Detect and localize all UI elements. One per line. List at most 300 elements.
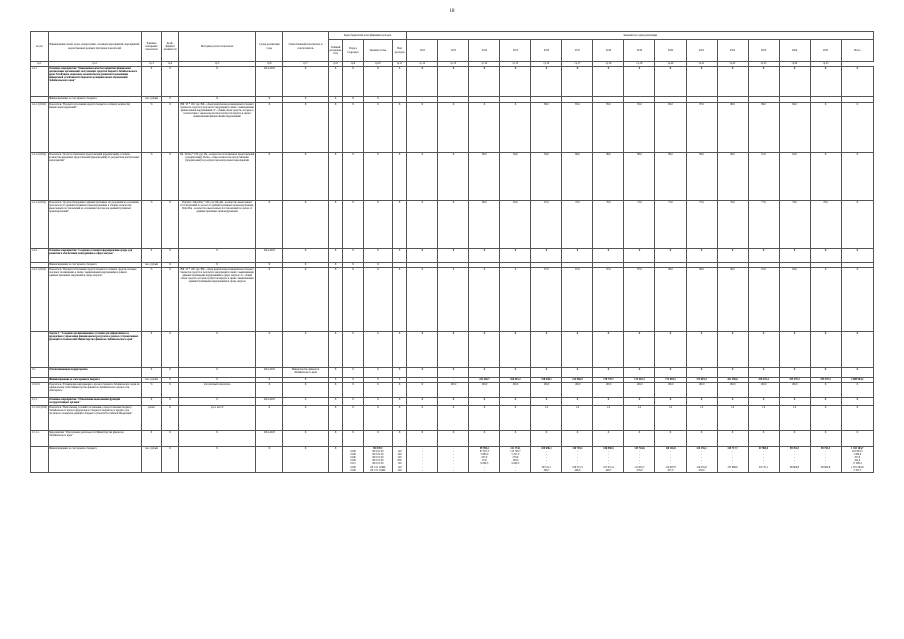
- row-year-value: Х: [531, 249, 562, 263]
- header-method: Методика расчета показателя: [178, 32, 256, 62]
- row-kbk-section: Х: [343, 201, 364, 249]
- table-row: [31, 153, 874, 201]
- row-year-value: Х: [469, 332, 500, 368]
- column-number: гр.12: [407, 62, 438, 67]
- funding-section: [343, 447, 364, 473]
- funding-year-value-line: -: [794, 450, 795, 454]
- row-kbk-target: Х: [363, 406, 392, 431]
- funding-section-line: 0106: [350, 468, 356, 472]
- row-responsible: Х: [283, 431, 329, 447]
- row-year-value: Х: [624, 249, 655, 263]
- row-responsible: Х: [283, 201, 329, 249]
- row-year-value: 1,0: [717, 406, 748, 431]
- row-year-value: Х: [438, 406, 469, 431]
- row-year-value: 100,0: [686, 383, 717, 398]
- funding-year-value-line: -: [701, 450, 702, 454]
- row-year-value: Х: [562, 398, 593, 406]
- row-year-value: 143 960,9: [562, 378, 593, 383]
- funding-year-value-line: 110 729,1: [572, 447, 583, 450]
- row-number: 1.5.0.01: [31, 383, 49, 398]
- funding-year-value-line: -: [452, 468, 454, 472]
- row-kbk-type: Х: [392, 378, 407, 383]
- row-name: Финансирование за счет краевого бюджета: [48, 97, 141, 103]
- funding-year-value: [686, 447, 717, 473]
- row-total: Х: [841, 201, 873, 249]
- row-year-value: 100,0: [779, 383, 810, 398]
- header-kbk-group: Коды бюджетной классификации расходов: [328, 32, 407, 40]
- funding-year-value-line: -: [545, 462, 547, 466]
- row-kbk-section: Х: [343, 398, 364, 406]
- row-term: Х: [256, 378, 283, 383]
- row-year-value: Х: [810, 153, 841, 201]
- funding-type-line: 120: [397, 465, 402, 469]
- funding-year-value-line: -: [732, 456, 733, 460]
- row-year-value: Х: [407, 268, 438, 332]
- row-kbk-type: Х: [392, 103, 407, 153]
- row-year-value: Х: [655, 67, 686, 97]
- row-kbk-section: Х: [343, 249, 364, 263]
- row-year-value: Х: [407, 332, 438, 368]
- row-method: Х: [178, 368, 256, 378]
- row-year-value: 87,0: [531, 268, 562, 332]
- row-year-value: Х: [500, 268, 531, 332]
- funding-year-value-line: -: [577, 450, 578, 454]
- funding-year-value-line: -: [514, 468, 516, 472]
- row-kbk-type: Х: [392, 67, 407, 97]
- header-year: 2012: [407, 40, 438, 62]
- row-name: Показатель "Размещение информации о проекте бюджета Забайкальского края на официальном сайте Министерства финансов Забайкальского края в сети «Интернет»": [48, 383, 141, 398]
- row-year-value: 87,0: [686, 103, 717, 153]
- row-year-value: 100,0: [438, 383, 469, 398]
- funding-year-value: [531, 447, 562, 473]
- row-year-value: 100,0: [717, 383, 748, 398]
- header-year: 2016: [531, 40, 562, 62]
- row-number: 1.5.1.1.: [31, 431, 49, 447]
- column-number: гр.20: [655, 62, 686, 67]
- funding-target-line: ВСЕГО: [373, 447, 383, 450]
- row-kbk-section: Х: [343, 332, 364, 368]
- row-year-value: Х: [438, 332, 469, 368]
- row-kbk-type: Х: [392, 249, 407, 263]
- row-year-value: Х: [500, 431, 531, 447]
- row-method: Х: [178, 431, 256, 447]
- row-number: 1.4.1.2 (8.04): [31, 153, 49, 201]
- row-name: Показатель "Доля возбужденных административных исследований на основании протоколов об административных правонарушениях к общему количеству вынесенных постановлений на основании протоколов административных правонарушений": [48, 201, 141, 249]
- funding-target-line: 08 0 01 00: [372, 459, 384, 463]
- row-year-value: Х: [810, 67, 841, 97]
- row-number: 1.4.1.3 (8.04): [31, 201, 49, 249]
- row-year-value: 100,0: [655, 383, 686, 398]
- row-year-value: Х: [717, 431, 748, 447]
- row-year-value: 85,0: [593, 103, 624, 153]
- row-year-value: Х: [748, 332, 779, 368]
- row-kbk-target: Х: [363, 67, 392, 97]
- funding-year-value-line: -: [701, 459, 702, 463]
- row-kbk-section: Х: [343, 383, 364, 398]
- row-term: Х: [256, 383, 283, 398]
- row-year-value: Х: [779, 398, 810, 406]
- funding-year-value-line: -: [639, 450, 640, 454]
- column-number: гр.4: [162, 62, 179, 67]
- row-year-value: Х: [593, 368, 624, 378]
- row-method: Х: [178, 249, 256, 263]
- funding-year-value-line: -: [577, 453, 578, 457]
- row-year-value: Х: [810, 268, 841, 332]
- row-year-value: 88,0: [655, 268, 686, 332]
- row-responsible: Х: [283, 398, 329, 406]
- row-total: Х: [841, 268, 873, 332]
- funding-coefficient: Х: [162, 447, 179, 473]
- row-year-value: 90,0: [779, 103, 810, 153]
- row-number: 1.4.2: [31, 249, 49, 263]
- column-number: гр.21: [686, 62, 717, 67]
- column-number: гр.14: [469, 62, 500, 67]
- row-number: 1.5.: [31, 368, 49, 378]
- header-year: 2024: [779, 40, 810, 62]
- row-responsible: Х: [283, 103, 329, 153]
- column-number: гр.11: [392, 62, 407, 67]
- funding-year-value-line: -: [608, 456, 609, 460]
- row-year-value: 158 948,1: [531, 378, 562, 383]
- header-total: Итого: [841, 40, 873, 62]
- column-number: гр.10: [363, 62, 392, 67]
- row-coefficient: Х: [162, 97, 179, 103]
- row-term: Х: [256, 332, 283, 368]
- funding-year-value-line: -: [825, 468, 826, 472]
- row-year-value: Х: [531, 67, 562, 97]
- row-year-value: Х: [655, 368, 686, 378]
- funding-year-value-line: 106 996,5: [603, 447, 614, 450]
- page-number: 18: [449, 9, 455, 14]
- row-total: Х: [841, 368, 873, 378]
- row-responsible: Х: [283, 332, 329, 368]
- row-kbk-gr: Х: [328, 332, 342, 368]
- funding-year-value-line: 478,0: [636, 468, 643, 472]
- row-method: Х: [178, 67, 256, 97]
- row-total: 2 088 904,2: [841, 378, 873, 383]
- funding-target-line: 08 0 01 00: [372, 456, 384, 460]
- funding-year-value-line: 111 174,1: [510, 447, 521, 450]
- row-year-value: Х: [438, 103, 469, 153]
- row-total: Х: [841, 67, 873, 97]
- row-year-value: Х: [593, 249, 624, 263]
- row-number: 1.4.1.1 (8.04): [31, 103, 49, 153]
- row-year-value: Х: [500, 406, 531, 431]
- funding-section-line: 0106: [350, 456, 356, 460]
- funding-year-value-line: -: [577, 456, 578, 460]
- row-year-value: 88,0: [624, 153, 655, 201]
- funding-year-value-line: -: [763, 462, 764, 466]
- row-year-value: Х: [562, 332, 593, 368]
- row-year-value: -: [407, 97, 438, 103]
- funding-year-value-line: -: [825, 459, 826, 463]
- funding-year-value: [469, 447, 500, 473]
- funding-year-value-line: 91,0: [482, 459, 487, 463]
- row-term: 2014-2025: [256, 398, 283, 406]
- funding-target-line: 08 1 01 10490: [370, 468, 386, 472]
- row-year-value: Х: [779, 67, 810, 97]
- table-row: [31, 406, 874, 431]
- funding-year-value-line: 427,0: [667, 468, 674, 472]
- column-number: гр.18: [593, 62, 624, 67]
- column-number: гр.5: [178, 62, 256, 67]
- row-responsible: Х: [283, 153, 329, 201]
- funding-year-value: [562, 447, 593, 473]
- funding-year-value-line: -: [763, 453, 764, 457]
- row-kbk-gr: Х: [328, 268, 342, 332]
- header-year: 2018: [593, 40, 624, 62]
- row-kbk-target: Х: [363, 97, 392, 103]
- row-method: Х: [178, 398, 256, 406]
- row-coefficient: Х: [162, 431, 179, 447]
- row-unit: %: [141, 153, 162, 201]
- row-year-value: Х: [779, 431, 810, 447]
- header-year: 2023: [748, 40, 779, 62]
- row-year-value: Х: [779, 332, 810, 368]
- row-year-value: 60,0: [469, 201, 500, 249]
- funding-year-value-line: -: [608, 450, 609, 454]
- row-kbk-target: Х: [363, 103, 392, 153]
- row-year-value: Х: [686, 332, 717, 368]
- funding-year-value-line: 400,0: [574, 468, 581, 472]
- column-number: гр.8: [328, 62, 342, 67]
- column-number: гр.23: [748, 62, 779, 67]
- row-year-value: Х: [438, 249, 469, 263]
- row-kbk-type: Х: [392, 201, 407, 249]
- row-year-value: Х: [810, 406, 841, 431]
- funding-year-value-line: -: [545, 456, 547, 460]
- row-responsible: Министерство финансов Забайкальского края: [283, 368, 329, 378]
- row-total: Х: [841, 383, 873, 398]
- row-year-value: Х: [469, 406, 500, 431]
- row-year-value: 88,0: [717, 103, 748, 153]
- header-year: 2019: [624, 40, 655, 62]
- row-kbk-type: Х: [392, 406, 407, 431]
- funding-year-value: [624, 447, 655, 473]
- row-year-value: 1,0: [748, 406, 779, 431]
- row-year-value: Х: [686, 249, 717, 263]
- row-year-value: Х: [624, 368, 655, 378]
- row-year-value: Х: [810, 398, 841, 406]
- row-year-value: 65,0: [500, 201, 531, 249]
- row-year-value: 92,0: [779, 268, 810, 332]
- row-year-value: 89,0: [686, 153, 717, 201]
- column-number: гр.24: [779, 62, 810, 67]
- row-year-value: Х: [407, 103, 438, 153]
- row-year-value: Х: [748, 431, 779, 447]
- funding-year-value-line: 115 744,6: [634, 447, 645, 450]
- funding-year-value-line: 94 731,1: [759, 465, 769, 469]
- row-year-value: 255 397,2: [779, 378, 810, 383]
- header-kbk-type: Вид расходов: [392, 40, 407, 62]
- funding-name: Финансирование за счет краевого бюджета: [48, 447, 141, 473]
- row-year-value: 86,0: [562, 153, 593, 201]
- row-year-value: Х: [407, 249, 438, 263]
- funding-year-value-line: -: [421, 456, 423, 460]
- row-kbk-target: Х: [363, 249, 392, 263]
- row-year-value: Х: [438, 201, 469, 249]
- row-year-value: Х: [624, 398, 655, 406]
- row-year-value: Х: [407, 368, 438, 378]
- row-year-value: 178 770,7: [593, 378, 624, 383]
- funding-year-value-line: 89 762,5: [821, 447, 831, 450]
- row-year-value: Х: [810, 249, 841, 263]
- row-year-value: Х: [562, 249, 593, 263]
- funding-target-line: 08 0 01 00: [372, 462, 384, 466]
- row-year-value: 92,0: [779, 153, 810, 201]
- row-year-value: 76,0: [717, 201, 748, 249]
- row-year-value: 84,0: [531, 153, 562, 201]
- row-year-value: Х: [500, 249, 531, 263]
- row-term: Х: [256, 406, 283, 431]
- row-year-value: 73,0: [655, 201, 686, 249]
- funding-year-value-line: 111 910,7: [634, 465, 645, 469]
- row-year-value: Х: [500, 368, 531, 378]
- row-year-value: Х: [531, 368, 562, 378]
- row-year-value: 77,0: [748, 201, 779, 249]
- row-responsible: Х: [283, 67, 329, 97]
- funding-year-value-line: -: [794, 462, 795, 466]
- funding-year-value-line: 99 990,2: [479, 447, 489, 450]
- row-total: Х: [841, 398, 873, 406]
- row-year-value: Х: [717, 332, 748, 368]
- funding-year-value-line: -: [825, 456, 826, 460]
- row-name: Обеспечивающая подпрограмма: [48, 368, 141, 378]
- header-year: 2014: [469, 40, 500, 62]
- funding-year-value-line: -: [452, 450, 454, 454]
- funding-year-value-line: -: [421, 468, 423, 472]
- row-year-value: Х: [810, 383, 841, 398]
- funding-section-line: 0106: [350, 459, 356, 463]
- row-year-value: 1,0: [686, 406, 717, 431]
- header-values-group: Значения по годам реализации: [407, 32, 874, 40]
- row-year-value: 87,0: [624, 268, 655, 332]
- row-method: ПДоДм / ПДоОбщ * 100, где ПДоДм - количество вынесенных постановлений по делам об административных правонарушениях; ПДоОбщ - количество вынесенных постановлений по делам об административных правонарушениях: [178, 201, 256, 249]
- column-number: гр.9: [343, 62, 364, 67]
- header-name: Наименование целей, задач, подпрограмм, основных мероприятий, мероприятий, ведомственных целевых программ, показателей: [48, 32, 141, 62]
- row-year-value: 173 603,3: [655, 378, 686, 383]
- row-year-value: Х: [407, 431, 438, 447]
- funding-year-value-line: -: [639, 459, 640, 463]
- header-coef: Коэф. фициент значимости: [162, 32, 179, 62]
- row-kbk-gr: Х: [328, 431, 342, 447]
- row-year-value: Х: [748, 67, 779, 97]
- funding-type-line: 240: [397, 468, 402, 472]
- row-year-value: 100,0: [500, 383, 531, 398]
- row-coefficient: Х: [162, 332, 179, 368]
- row-year-value: 100,0: [624, 383, 655, 398]
- row-year-value: Х: [593, 431, 624, 447]
- row-coefficient: Х: [162, 263, 179, 268]
- funding-year-value-line: 110 116,8: [665, 447, 676, 450]
- funding-year-value-line: 366,7: [543, 468, 550, 472]
- row-year-value: 87,0: [593, 268, 624, 332]
- row-year-value: 255 397,2: [810, 378, 841, 383]
- header-year: 2017: [562, 40, 593, 62]
- row-year-value: 70,0: [593, 201, 624, 249]
- funding-year-value-line: -: [608, 459, 609, 463]
- row-year-value: 261 390,0: [717, 378, 748, 383]
- row-term: 2014-2025: [256, 67, 283, 97]
- row-coefficient: Х: [162, 201, 179, 249]
- row-year-value: 78,0: [779, 201, 810, 249]
- row-year-value: 173 603,3: [686, 378, 717, 383]
- funding-year-value-line: -: [763, 459, 764, 463]
- funding-year-value-line: 5 863,0: [480, 453, 489, 457]
- funding-year-value-line: 112 997,8: [665, 465, 676, 469]
- row-kbk-gr: Х: [328, 67, 342, 97]
- row-kbk-target: Х: [363, 398, 392, 406]
- row-year-value: 85,0: [624, 103, 655, 153]
- row-total: Х: [841, 249, 873, 263]
- header-year: 2025: [810, 40, 841, 62]
- row-year-value: Х: [469, 103, 500, 153]
- funding-year-value-line: 114 155,1: [696, 447, 707, 450]
- row-method: абсолютный показатель: [178, 383, 256, 398]
- header-unit: Единица измерения показателя: [141, 32, 162, 62]
- funding-year-value-line: 106 515,3: [572, 465, 583, 469]
- funding-year-value: [407, 447, 438, 473]
- row-year-value: -: [438, 378, 469, 383]
- row-term: Х: [256, 268, 283, 332]
- row-kbk-target: Х: [363, 431, 392, 447]
- funding-year-value-line: -: [639, 453, 640, 457]
- row-year-value: Х: [655, 332, 686, 368]
- header-year: 2020: [655, 40, 686, 62]
- row-year-value: 222 456,7: [469, 378, 500, 383]
- row-kbk-gr: Х: [328, 368, 342, 378]
- row-year-value: Х: [469, 268, 500, 332]
- row-year-value: 72,0: [624, 201, 655, 249]
- funding-total-line: 3 187,5: [853, 468, 862, 472]
- row-year-value: Х: [593, 398, 624, 406]
- funding-year-value-line: -: [545, 453, 547, 457]
- row-unit: Х: [141, 398, 162, 406]
- funding-year-value-line: -: [732, 453, 733, 457]
- row-term: 2014-2025: [256, 249, 283, 263]
- row-number: [31, 332, 49, 368]
- funding-year-value-line: -: [421, 453, 423, 457]
- header-kbk-target: Целевая статья: [363, 40, 392, 62]
- funding-year-value-line: -: [732, 468, 733, 472]
- table-row: [31, 201, 874, 249]
- funding-year-value-line: -: [825, 462, 826, 466]
- row-name: Задача 5. "Создание организационных условий для эффективного и прозрачного управления финансовыми ресурсами в рамках установленных функций и полномочий Министерства финансов Забайкальского края": [48, 332, 141, 368]
- row-kbk-target: Х: [363, 383, 392, 398]
- funding-year-value-line: -: [452, 456, 454, 460]
- row-year-value: Х: [686, 67, 717, 97]
- funding-type: [392, 447, 407, 473]
- row-year-value: 1,0: [779, 406, 810, 431]
- row-kbk-section: Х: [343, 153, 364, 201]
- header-term: Сроки реализации годы: [256, 32, 283, 62]
- funding-unit: тыс. рублей: [141, 447, 162, 473]
- header-year: 2022: [717, 40, 748, 62]
- row-year-value: Х: [469, 67, 500, 97]
- row-method: Пв / Побщ * 100, где: Пв - количество исполненных представлений (предписаний); Побщ - общее количество представлений (предписаний) по результатам контрольных мероприятий: [178, 153, 256, 201]
- row-year-value: 85,0: [562, 103, 593, 153]
- row-year-value: 88,0: [686, 268, 717, 332]
- row-kbk-target: Х: [363, 368, 392, 378]
- funding-total-line: 191,0: [854, 459, 861, 463]
- row-year-value: Х: [779, 249, 810, 263]
- row-year-value: 100,0: [469, 383, 500, 398]
- row-year-value: Х: [438, 398, 469, 406]
- column-number: гр.25: [810, 62, 841, 67]
- row-name: Основное мероприятие "Повышение качества принятия финансовой дисциплины организаций, получающих средства бюджета Забайкальского края Устойчивое социально-экономическое развитие и повышение финансовой устойчивости бюджетов муниципальных образований Забайкальского края": [48, 67, 141, 97]
- row-kbk-type: Х: [392, 268, 407, 332]
- column-number: гр.17: [562, 62, 593, 67]
